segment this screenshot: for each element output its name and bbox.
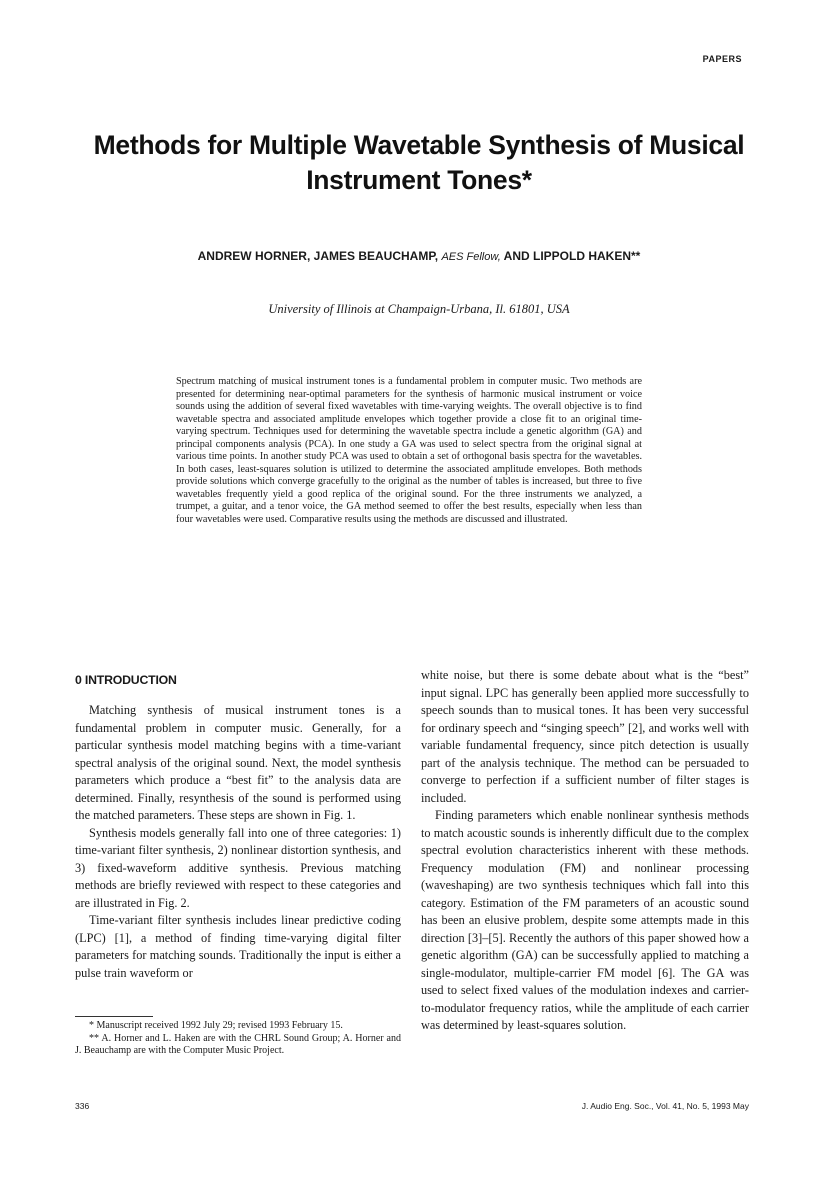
paragraph: white noise, but there is some debate about what is the “best” input signal. LPC has generally been applied more successfully to speech sounds than to musical tones. It has been very successful for ordinary speech and “singing speech” [2], and works well with variable fundamental frequency, since pitch detection is usually part of the analysis technique. The method can be persuaded to converge to perfection if a sufficient number of filter stages is included. — [421, 668, 749, 805]
affiliation: University of Illinois at Champaign-Urbana, Il. 61801, USA — [268, 302, 570, 316]
author-line — [40, 249, 798, 263]
author-names-end: AND LIPPOLD HAKEN** — [503, 249, 641, 263]
footnotes — [75, 1020, 401, 1058]
paragraph: Finding parameters which enable nonlinear synthesis methods to match acoustic sounds is inherently difficult due to the complex spectral evolution characteristics inherent with these methods. Frequency modulation (FM) and nonlinear processing (waveshaping) are two synthesis techniques which fall into this category. Estimation of the FM parameters of an acoustic sound has been an elusive problem, despite some attempts made in this direction [3]–[5]. Recently the authors of this paper showed how a genetic algorithm (GA) can be successfully applied to matching a single-modulator, multiple-carrier FM model [6]. The GA was used to select fixed values of the modulation indexes and carrier-to-modulator frequency ratios, while the amplitude of each carrier was determined by least-squares solution. — [421, 808, 749, 1032]
journal-citation: J. Audio Eng. Soc., Vol. 41, No. 5, 1993 May — [581, 1101, 749, 1111]
paragraph: Time-variant filter synthesis includes linear predictive coding (LPC) [1], a method of finding time-varying digital filter parameters for matching sounds. Traditionally the input is either a pulse train waveform or — [75, 913, 401, 980]
section-tag: PAPERS — [702, 54, 742, 64]
footnote-affiliations: ** A. Horner and L. Haken are with the CHRL Sound Group; A. Horner and J. Beauchamp are with the Computer Music Project. — [75, 1032, 401, 1057]
right-column — [421, 667, 749, 1035]
fellow-designation: AES Fellow, — [441, 251, 501, 263]
author-names: ANDREW HORNER, JAMES BEAUCHAMP, — [197, 249, 439, 263]
footnote-rule — [75, 1016, 153, 1017]
left-column — [75, 702, 401, 982]
paragraph: Matching synthesis of musical instrument tones is a fundamental problem in computer music. Generally, for a particular synthesis model matching begins with a time-variant spectral analysis of the original sound. Next, the model synthesis parameters which produce a “best fit” to the analysis data are determined. Finally, resynthesis of the sound is performed using the matched parameters. These steps are shown in Fig. 1. — [75, 703, 401, 822]
paper-title: Methods for Multiple Wavetable Synthesis of Musical Instrument Tones* — [93, 130, 745, 195]
footnote-manuscript: * Manuscript received 1992 July 29; revised 1993 February 15. — [89, 1020, 343, 1031]
page-number: 336 — [75, 1101, 90, 1111]
section-heading: 0 INTRODUCTION — [75, 673, 177, 687]
abstract: Spectrum matching of musical instrument tones is a fundamental problem in computer music. Two methods are presented for determining near-optimal parameters for the synthesis of harmonic musical instrument or voice sounds using the addition of several fixed wavetables with time-varying weights. The overall objective is to find wavetable spectra and associated amplitude envelopes which together provide a close fit to an original time-varying spectrum. Techniques used for determining the wavetable spectra include a genetic algorithm (GA) and principal components analysis (PCA). In one study a GA was used to select spectra from the original signal at various time points. In another study PCA was used to obtain a set of orthogonal basis spectra for the wavetables. In both cases, least-squares solution is utilized to determine the associated amplitude envelopes. Both methods provide solutions which converge gracefully to the original as the number of tables is increased, but three to five wavetables frequently yield a good replica of the original sound. For the three instruments we analyzed, a trumpet, a guitar, and a tenor voice, the GA method seemed to offer the best results, especially when less than four wavetables were used. Comparative results using the methods are discussed and illustrated. — [176, 376, 642, 526]
paragraph: Synthesis models generally fall into one of three categories: 1) time-variant filter synthesis, 2) nonlinear distortion synthesis, and 3) fixed-waveform additive synthesis. Previous matching methods are briefly reviewed with respect to these categories and are illustrated in Fig. 2. — [75, 825, 401, 910]
